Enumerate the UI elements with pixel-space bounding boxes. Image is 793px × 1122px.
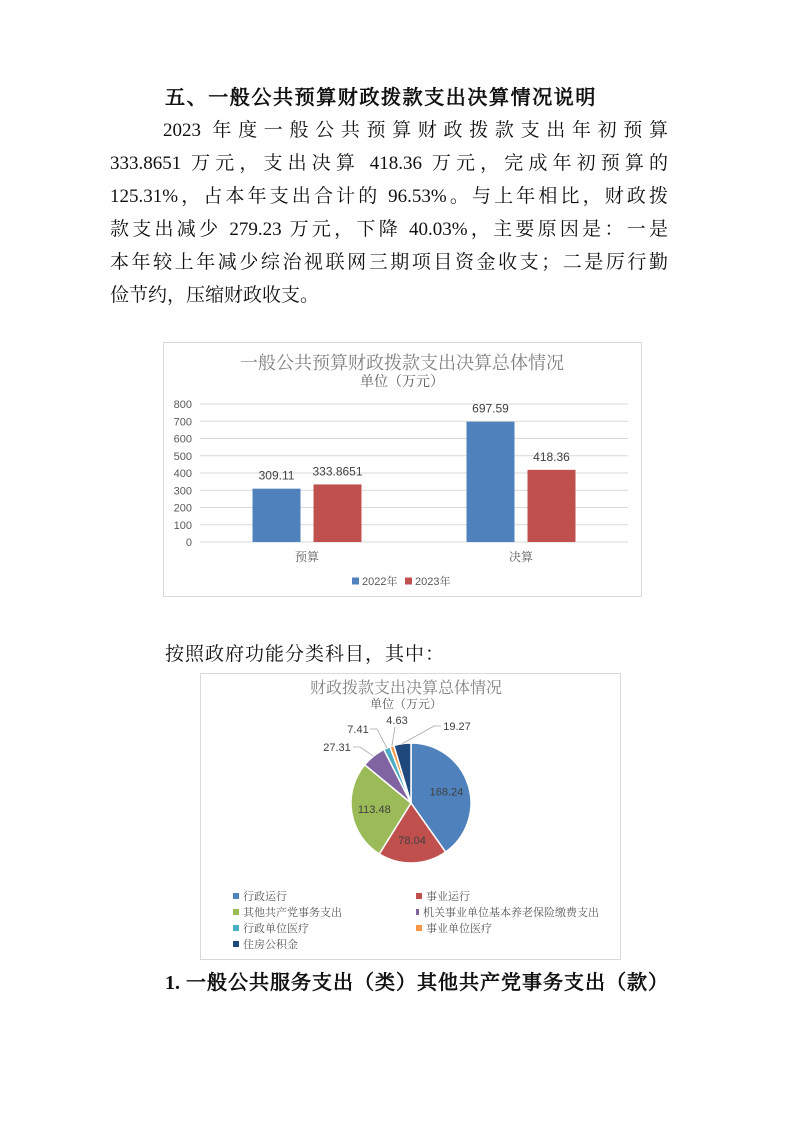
pie-chart-legend (233, 888, 613, 952)
section-paragraph (110, 114, 668, 312)
legend-marker-2023 (405, 578, 412, 585)
legend-marker (416, 925, 422, 931)
bar (253, 489, 301, 542)
pie-data-label: 4.63 (386, 715, 408, 727)
subsection-heading: 1. 一般公共服务支出（类）其他共产党事务支出（款） (165, 972, 668, 994)
bar (314, 484, 362, 542)
pie-data-label: 27.31 (323, 742, 351, 754)
bar-data-label: 333.8651 (312, 464, 363, 479)
legend-label: 机关事业单位基本养老保险缴费支出 (423, 907, 599, 919)
legend-item (233, 936, 416, 952)
y-tick-label: 800 (173, 399, 192, 411)
bar-chart-legend (352, 574, 450, 588)
bar-chart (163, 342, 642, 597)
legend-label: 行政单位医疗 (243, 923, 309, 935)
bar (467, 422, 515, 542)
y-tick-label: 300 (173, 485, 192, 498)
y-tick-label: 700 (173, 416, 192, 429)
legend-item (233, 888, 416, 904)
y-tick-label: 200 (173, 502, 192, 515)
legend-item (416, 904, 599, 920)
bar-chart-bars (253, 402, 576, 542)
section-heading: 五、一般公共预算财政拨款支出决算情况说明 (165, 87, 597, 109)
legend-item (416, 888, 599, 904)
paragraph-line: 俭节约，压缩财政收支。 (110, 285, 320, 306)
legend-item (416, 920, 599, 936)
y-tick-label: 600 (173, 433, 192, 446)
legend-item (233, 920, 416, 936)
legend-label-2022: 2022年 (362, 576, 398, 588)
legend-label: 其他共产党事务支出 (243, 907, 342, 919)
pie-data-label: 168.24 (429, 786, 464, 799)
legend-marker (233, 893, 239, 899)
bar-chart-title: 一般公共预算财政拨款支出决算总体情况 (240, 353, 564, 373)
legend-item (233, 904, 416, 920)
pie-data-label: 19.27 (443, 721, 471, 733)
leader-line (392, 727, 395, 746)
legend-label: 事业运行 (426, 891, 470, 903)
legend-label: 事业单位医疗 (426, 923, 492, 935)
paragraph-line: 125.31%，占本年支出合计的 96.53%。与上年相比，财政拨 (110, 186, 668, 207)
leader-line (402, 726, 441, 744)
bar-data-label: 697.59 (472, 401, 509, 416)
legend-marker (233, 941, 239, 947)
leader-line (353, 747, 373, 756)
bar (528, 470, 576, 542)
legend-label: 行政运行 (243, 891, 287, 903)
paragraph-line: 2023 年度一般公共预算财政拨款支出年初预算 (163, 120, 668, 141)
legend-marker (416, 893, 422, 899)
y-tick-label: 500 (173, 450, 192, 463)
legend-marker (233, 925, 239, 931)
bar-data-label: 309.11 (258, 468, 295, 483)
bar-chart-subtitle: 单位（万元） (360, 373, 444, 389)
paragraph-line: 333.8651 万元，支出决算 418.36 万元，完成年初预算的 (110, 153, 668, 174)
legend-marker-2022 (352, 578, 359, 585)
y-tick-label: 400 (173, 468, 192, 480)
x-category-label: 决算 (508, 550, 534, 564)
pie-chart-subtitle: 单位（万元） (369, 697, 443, 711)
pie-chart (200, 673, 621, 960)
bar-data-label: 418.36 (533, 449, 570, 464)
classification-intro: 按照政府功能分类科目，其中： (165, 644, 446, 665)
leader-line (370, 729, 387, 748)
paragraph-line: 款支出减少 279.23 万元，下降 40.03%，主要原因是：一是 (110, 219, 668, 240)
legend-marker (233, 909, 239, 915)
pie-chart-title: 财政拨款支出决算总体情况 (309, 680, 503, 697)
legend-label-2023: 2023年 (415, 576, 451, 588)
pie-data-label: 78.04 (398, 835, 426, 848)
legend-marker (416, 909, 419, 915)
y-tick-label: 0 (185, 537, 192, 549)
pie-data-label: 7.41 (347, 724, 369, 736)
legend-label: 住房公积金 (243, 939, 298, 951)
x-category-label: 预算 (294, 550, 320, 564)
paragraph-line: 本年较上年减少综治视联网三期项目资金收支；二是厉行勤 (110, 252, 668, 273)
pie-data-label: 113.48 (357, 803, 391, 816)
bar-chart-canvas (163, 342, 642, 597)
y-tick-label: 100 (173, 519, 192, 532)
